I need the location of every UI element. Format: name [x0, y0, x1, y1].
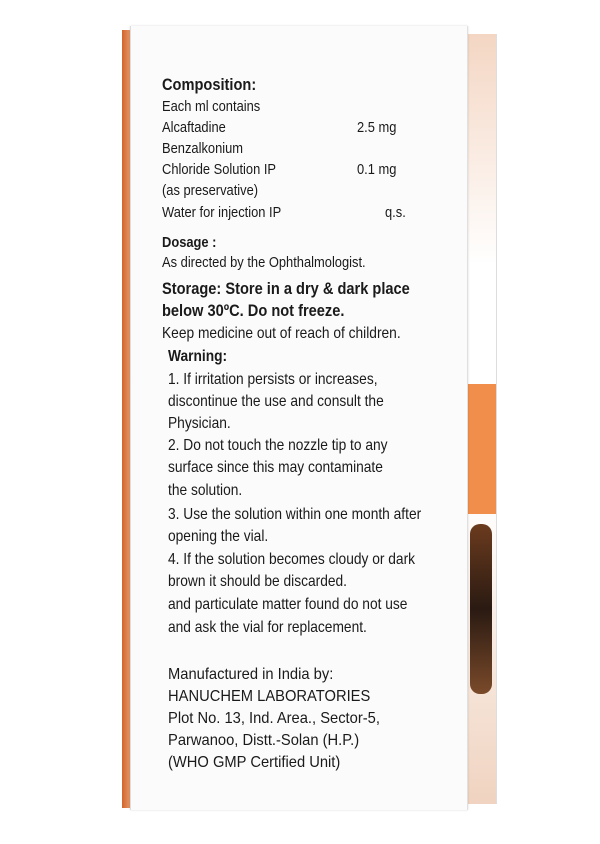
warning-line: 2. Do not touch the nozzle tip to any: [168, 437, 388, 454]
warning-line: surface since this may contaminate: [168, 459, 383, 476]
composition-line: (as preservative): [162, 182, 259, 199]
manufacturer-line: Manufactured in India by:: [168, 666, 334, 683]
warning-line: the solution.: [168, 482, 243, 499]
warning-line: discontinue the use and consult the: [168, 393, 384, 410]
warning-line: Physician.: [168, 415, 231, 432]
warning-line: and particulate matter found do not use: [168, 596, 408, 613]
amount-benzalkonium: 0.1 mg: [357, 161, 397, 178]
amount-water: q.s.: [385, 204, 406, 221]
warning-line: brown it should be discarded.: [168, 573, 347, 590]
warning-line: 3. Use the solution within one month after: [168, 506, 422, 523]
warning-line: opening the vial.: [168, 528, 269, 545]
dosage-heading: Dosage :: [162, 234, 217, 251]
composition-line: Benzalkonium: [162, 140, 244, 157]
composition-line: Each ml contains: [162, 98, 261, 115]
box-right-edge: [466, 34, 497, 804]
composition-line: Water for injection IP: [162, 204, 282, 221]
edge-dark-band: [470, 524, 492, 694]
composition-heading: Composition:: [162, 75, 257, 94]
manufacturer-line: HANUCHEM LABORATORIES: [168, 688, 371, 705]
warning-line: and ask the vial for replacement.: [168, 619, 367, 636]
dosage-text: As directed by the Ophthalmologist.: [162, 254, 366, 271]
composition-line: Chloride Solution IP: [162, 161, 277, 178]
manufacturer-line: (WHO GMP Certified Unit): [168, 754, 341, 771]
warning-line: 4. If the solution becomes cloudy or dark: [168, 551, 416, 568]
manufacturer-line: Parwanoo, Distt.-Solan (H.P.): [168, 732, 360, 749]
warning-heading: Warning:: [168, 348, 228, 365]
storage-line: below 30ºC. Do not freeze.: [162, 301, 345, 320]
storage-line: Storage: Store in a dry & dark place: [162, 279, 410, 298]
warning-line: 1. If irritation persists or increases,: [168, 371, 378, 388]
composition-line: Alcaftadine: [162, 119, 226, 136]
amount-alcaftadine: 2.5 mg: [357, 119, 397, 136]
manufacturer-line: Plot No. 13, Ind. Area., Sector-5,: [168, 710, 380, 727]
keep-out-of-reach: Keep medicine out of reach of children.: [162, 325, 401, 342]
edge-orange-band: [466, 384, 496, 514]
